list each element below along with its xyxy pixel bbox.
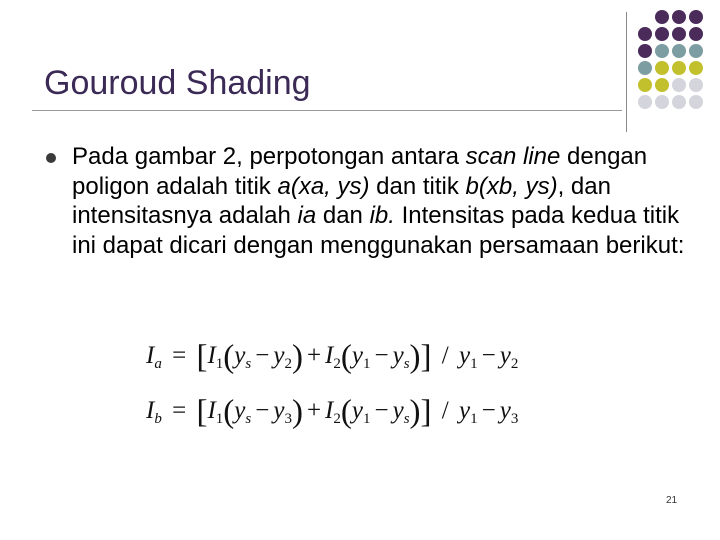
page-number: 21 [666, 495, 678, 506]
decorative-dot [672, 61, 686, 75]
text-run-italic: ia [297, 202, 317, 230]
vertical-divider [626, 12, 627, 132]
text-run-italic: scan line [465, 143, 561, 170]
text-run-italic: a(xa, ys) [277, 172, 370, 200]
decorative-dot [689, 44, 703, 58]
equation-ia: $I_a = [I_1(y_s - y_2) + I_2(y_1 - y_s)] / y_1 - y_2$ [146, 339, 519, 375]
decorative-dot [672, 10, 686, 24]
decorative-dot [638, 44, 652, 58]
decorative-dot [672, 27, 686, 41]
decorative-dot [638, 27, 652, 41]
text-run: , dan intensitasnya adalah [72, 172, 611, 230]
decorative-dot [689, 10, 703, 24]
text-run-italic: b(xb, ys) [465, 172, 558, 200]
decorative-dot [638, 78, 652, 92]
decorative-dot [638, 95, 652, 109]
decorative-dot-grid [638, 10, 718, 120]
bullet-paragraph [72, 142, 692, 260]
decorative-dot [638, 61, 652, 75]
decorative-dot [672, 44, 686, 58]
text-run: Intensitas pada kedua titik ini dapat dicari dengan menggunakan persamaan berikut: [72, 202, 685, 259]
equation-ib: $I_b = [I_1(y_s - y_3) + I_2(y_1 - y_s)] / y_1 - y_3$ [146, 394, 519, 430]
decorative-dot [672, 95, 686, 109]
title-divider [32, 110, 622, 111]
slide-title: Gouroud Shading [44, 64, 311, 102]
decorative-dot [689, 61, 703, 75]
decorative-dot [689, 95, 703, 109]
decorative-dot [655, 27, 669, 41]
decorative-dot [672, 78, 686, 92]
decorative-dot [655, 44, 669, 58]
decorative-dot [689, 27, 703, 41]
decorative-dot [655, 95, 669, 109]
text-run: dan [316, 202, 370, 230]
bullet-icon [46, 153, 56, 163]
decorative-dot [655, 78, 669, 92]
text-run: dan titik [369, 172, 466, 200]
text-run-italic: ib. [369, 202, 395, 230]
decorative-dot [689, 78, 703, 92]
text-run: dengan poligon adalah titik [72, 143, 648, 200]
decorative-dot [655, 10, 669, 24]
text-run: Pada gambar 2, perpotongan antara [72, 143, 466, 170]
decorative-dot [655, 61, 669, 75]
